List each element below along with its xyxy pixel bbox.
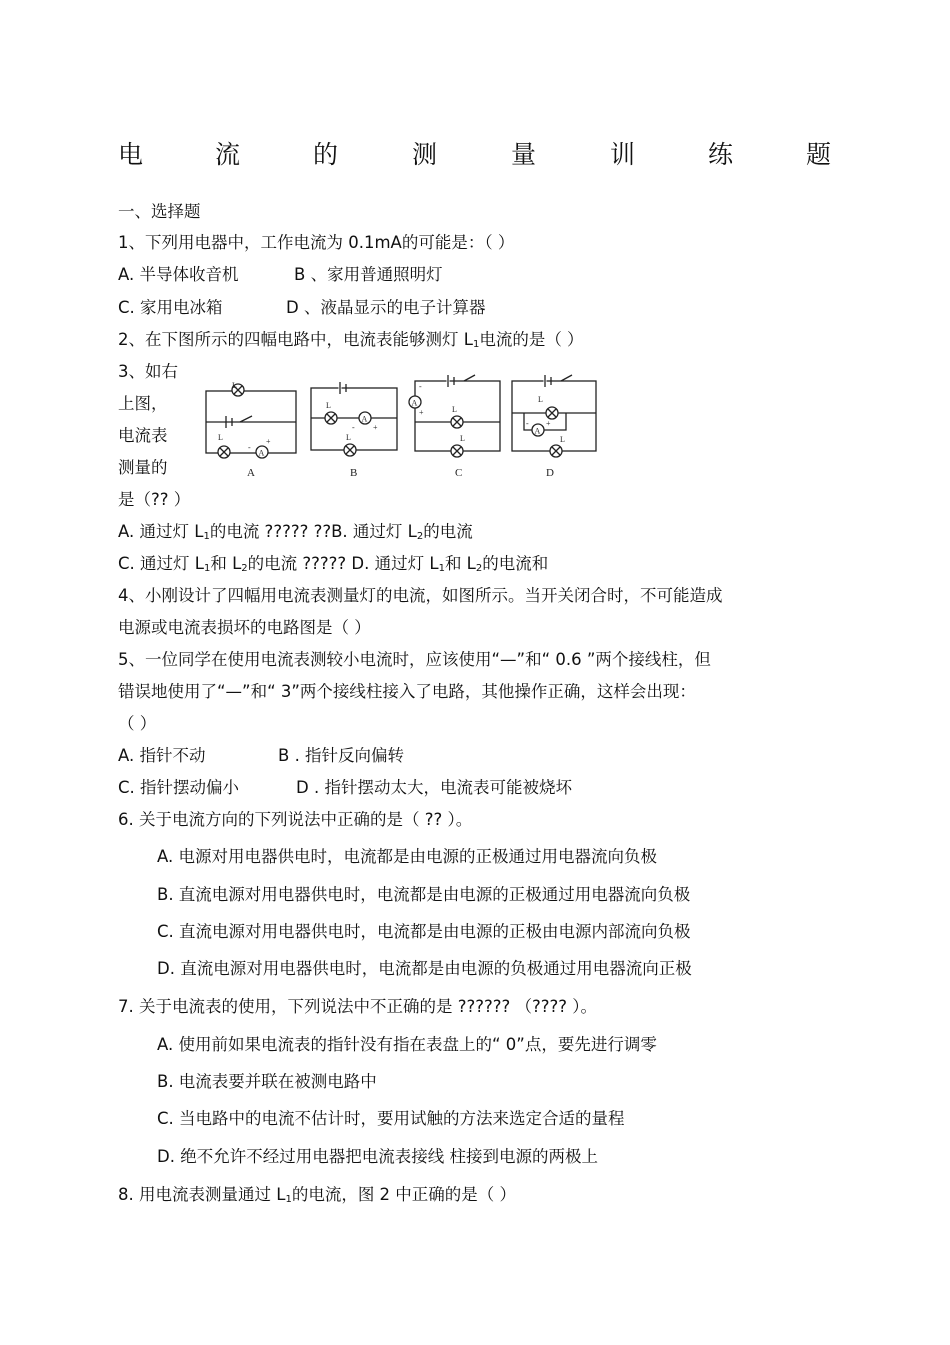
q5-option-b: B . 指针反向偏转 [278, 746, 405, 765]
svg-text:A: A [361, 414, 368, 424]
svg-text:-: - [352, 423, 355, 432]
q8-stem: 8. 用电流表测量通过 $L_1$的电流，图 2 中正确的是（ ） [118, 1185, 517, 1205]
circuit-a [206, 381, 296, 479]
q6-option: D. 直流电源对用电器供电时，电流都是由电源的负极通过用电器流向正极 [157, 959, 692, 978]
q4-line: 4、小刚设计了四幅用电流表测量灯的电流，如图所示。当开关闭合时，不可能造成 [118, 586, 723, 605]
circuit-d [512, 375, 596, 479]
q7-option: D. 绝不允许不经过用电器把电流表接线 柱接到电源的两极上 [157, 1147, 598, 1166]
q1-option-c: C. 家用电冰箱 [118, 298, 223, 317]
circuit-c [409, 375, 500, 479]
svg-text:A: A [534, 426, 541, 436]
svg-text:A: A [411, 398, 418, 408]
q2-stem: 2、在下图所示的四幅电路中，电流表能够测灯 $L_1$电流的是（ ） [118, 330, 584, 350]
svg-text:L: L [452, 405, 457, 414]
q1-option-a: A. 半导体收音机 [118, 265, 239, 284]
circuit-b [311, 382, 397, 479]
title-char: 电 [118, 140, 144, 169]
title-char: 的 [313, 140, 339, 169]
q3-stem-line: 电流表 [118, 426, 168, 445]
circuit-diagrams-figure [200, 368, 600, 488]
svg-text:-: - [248, 443, 251, 452]
circuit-label: A [247, 467, 255, 479]
svg-text:-: - [526, 419, 529, 428]
circuit-label: B [350, 467, 358, 479]
svg-text:-: - [419, 382, 422, 391]
q3-stem-line: 是（?? ） [118, 490, 191, 509]
svg-text:A: A [258, 448, 265, 458]
q7-stem: 7. 关于电流表的使用，下列说法中不正确的是 ?????? （???? ）。 [118, 997, 598, 1016]
svg-text:+: + [546, 419, 551, 428]
svg-text:+: + [419, 408, 424, 417]
q5-line: （ ） [118, 714, 157, 733]
svg-text:L: L [460, 434, 465, 443]
q5-option-a: A. 指针不动 [118, 746, 206, 765]
q4-line: 电源或电流表损坏的电路图是（ ） [118, 618, 371, 637]
q3-option-cd: C. 通过灯 $L_1$和 $L_2$的电流 ????? D. 通过灯 $L_1$和 $L_2$的电流和 [118, 554, 549, 574]
svg-text:L: L [326, 401, 331, 410]
q1-option-b: B 、家用普通照明灯 [294, 265, 443, 284]
q5-line: 错误地使用了“—”和“ 3”两个接线柱接入了电路，其他操作正确，这样会出现： [118, 682, 696, 701]
svg-text:L: L [218, 433, 223, 442]
q1-stem: 1、下列用电器中，工作电流为 0.1mA的可能是：（ ） [118, 233, 515, 252]
q7-option: C. 当电路中的电流不估计时，要用试触的方法来选定合适的量程 [157, 1109, 625, 1128]
q6-option: A. 电源对用电器供电时，电流都是由电源的正极通过用电器流向负极 [157, 847, 657, 866]
svg-text:+: + [266, 437, 271, 446]
q5-option-c: C. 指针摆动偏小 [118, 778, 240, 797]
q1-option-d: D 、液晶显示的电子计算器 [286, 298, 486, 317]
section-heading: 一、选择题 [118, 202, 201, 221]
circuit-label: D [546, 467, 554, 479]
svg-text:L: L [560, 435, 565, 444]
q7-option: A. 使用前如果电流表的指针没有指在表盘上的“ 0”点，要先进行调零 [157, 1035, 657, 1054]
title-char: 题 [806, 140, 832, 169]
q5-line: 5、一位同学在使用电流表测较小电流时，应该使用“—”和“ 0.6 ”两个接线柱，但 [118, 650, 711, 669]
q6-option: B. 直流电源对用电器供电时，电流都是由电源的正极通过用电器流向负极 [157, 885, 691, 904]
title-char: 训 [610, 140, 636, 169]
q3-stem-line: 3、如右 [118, 362, 178, 381]
q3-option-ab: A. 通过灯 $L_1$的电流 ????? ??B. 通过灯 $L_2$的电流 [118, 522, 473, 542]
title-char: 量 [511, 140, 537, 169]
q5-option-d: D . 指针摆动太大，电流表可能被烧坏 [296, 778, 572, 797]
svg-text:L: L [232, 381, 237, 390]
title-char: 练 [708, 140, 734, 169]
q7-option: B. 电流表要并联在被测电路中 [157, 1072, 377, 1091]
q3-stem-line: 测量的 [118, 458, 168, 477]
svg-text:L: L [346, 433, 351, 442]
title-char: 测 [412, 140, 438, 169]
circuit-label: C [455, 467, 463, 479]
q3-stem-line: 上图， [118, 394, 168, 413]
svg-text:L: L [538, 395, 543, 404]
svg-text:+: + [373, 423, 378, 432]
q6-option: C. 直流电源对用电器供电时，电流都是由电源的正极由电源内部流向负极 [157, 922, 691, 941]
title-char: 流 [215, 140, 241, 169]
q6-stem: 6. 关于电流方向的下列说法中正确的是（ ?? ）。 [118, 810, 473, 829]
